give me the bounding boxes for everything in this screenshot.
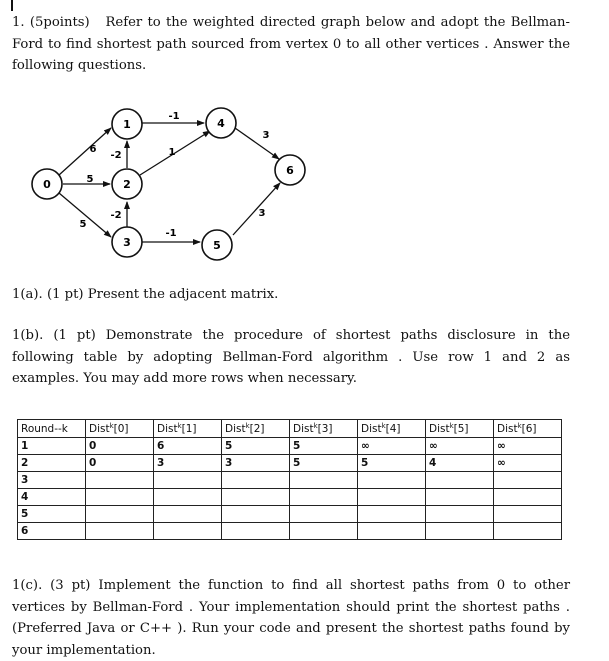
question-1a-points: (1 pt) (46, 287, 84, 302)
question-1c-text: Implement the function to find all shortest paths from 0 to other vertices by Bellman-Ford . Your implementation should print the shortest paths . (12, 578, 570, 615)
edge-weight-5-6: 3 (258, 208, 266, 219)
question-1a-text: Present the adjacent matrix. (87, 287, 279, 302)
edge-weight-0-1: 6 (89, 144, 97, 155)
weighted-directed-graph (0, 0, 609, 280)
node-6 (275, 155, 305, 185)
node-6-label: 6 (286, 164, 294, 177)
header-dist-3: Dist$^k$[3] (290, 420, 358, 438)
table-header-row (18, 420, 562, 438)
edge-weight-0-3: 5 (79, 219, 87, 230)
question-1-points: (5points) (29, 15, 90, 30)
question-1a-label: 1(a). (12, 287, 43, 302)
edge-weight-4-6: 3 (262, 130, 270, 141)
table-row: 1 0 6 5 5 ∞ ∞ ∞ (18, 438, 562, 455)
table-row: 5 (18, 506, 562, 523)
node-5-label: 5 (213, 239, 221, 252)
question-1c (12, 575, 570, 661)
question-1c-text2: Run your code and present the shortest paths found by your implementation. (12, 621, 570, 658)
edge-weight-0-2: 5 (86, 174, 94, 185)
edge-weight-3-5: -1 (165, 228, 177, 239)
question-1c-points: (3 pt) (50, 578, 91, 593)
table-row: 6 (18, 523, 562, 540)
question-1c-preference: (Preferred Java or C++ ). (12, 621, 187, 636)
table-row: 2 0 3 3 5 5 4 ∞ (18, 455, 562, 472)
header-dist-5: Dist$^k$[5] (426, 420, 494, 438)
question-1b-text: Demonstrate the procedure of shortest paths disclosure in the following table by adopting Bellman-Ford algorithm . Use row 1 and 2 as examples. You may add more rows when necessary. (12, 328, 570, 386)
node-1-label: 1 (123, 118, 131, 131)
table-row: 4 (18, 489, 562, 506)
edge-0-1 (59, 128, 111, 175)
edge-weight-1-4: -1 (168, 111, 180, 122)
question-1b-points: (1 pt) (53, 328, 96, 343)
header-dist-0: Dist$^k$[0] (86, 420, 154, 438)
edge-0-3 (59, 193, 111, 237)
edge-weight-3-2: -2 (110, 210, 122, 221)
header-dist-2: Dist$^k$[2] (222, 420, 290, 438)
header-dist-1: Dist$^k$[1] (154, 420, 222, 438)
edge-5-6 (233, 183, 280, 235)
node-1 (112, 109, 142, 139)
question-1c-label: 1(c). (12, 578, 43, 593)
node-3-label: 3 (123, 236, 131, 249)
node-0 (32, 169, 62, 199)
node-2-label: 2 (123, 178, 131, 191)
node-4 (206, 108, 236, 138)
header-round: Round--k (18, 420, 86, 438)
question-1b-label: 1(b). (12, 328, 44, 343)
node-2 (112, 169, 142, 199)
bellman-ford-table (17, 419, 562, 540)
question-1-text: Refer to the weighted directed graph below and adopt the Bellman-Ford to find shortest path sourced from vertex 0 to all other vertices . Answer the following questions. (12, 15, 570, 73)
question-1b (12, 325, 570, 390)
question-1-number: 1. (12, 15, 25, 30)
table-row: 3 (18, 472, 562, 489)
question-1a (12, 284, 570, 306)
node-0-label: 0 (43, 178, 51, 191)
edge-weight-2-1: -2 (110, 150, 122, 161)
node-5 (202, 230, 232, 260)
header-dist-4: Dist$^k$[4] (358, 420, 426, 438)
node-3 (112, 227, 142, 257)
edge-weight-2-4: 1 (168, 147, 176, 158)
node-4-label: 4 (217, 117, 225, 130)
edge-4-6 (235, 128, 279, 159)
header-dist-6: Dist$^k$[6] (494, 420, 562, 438)
